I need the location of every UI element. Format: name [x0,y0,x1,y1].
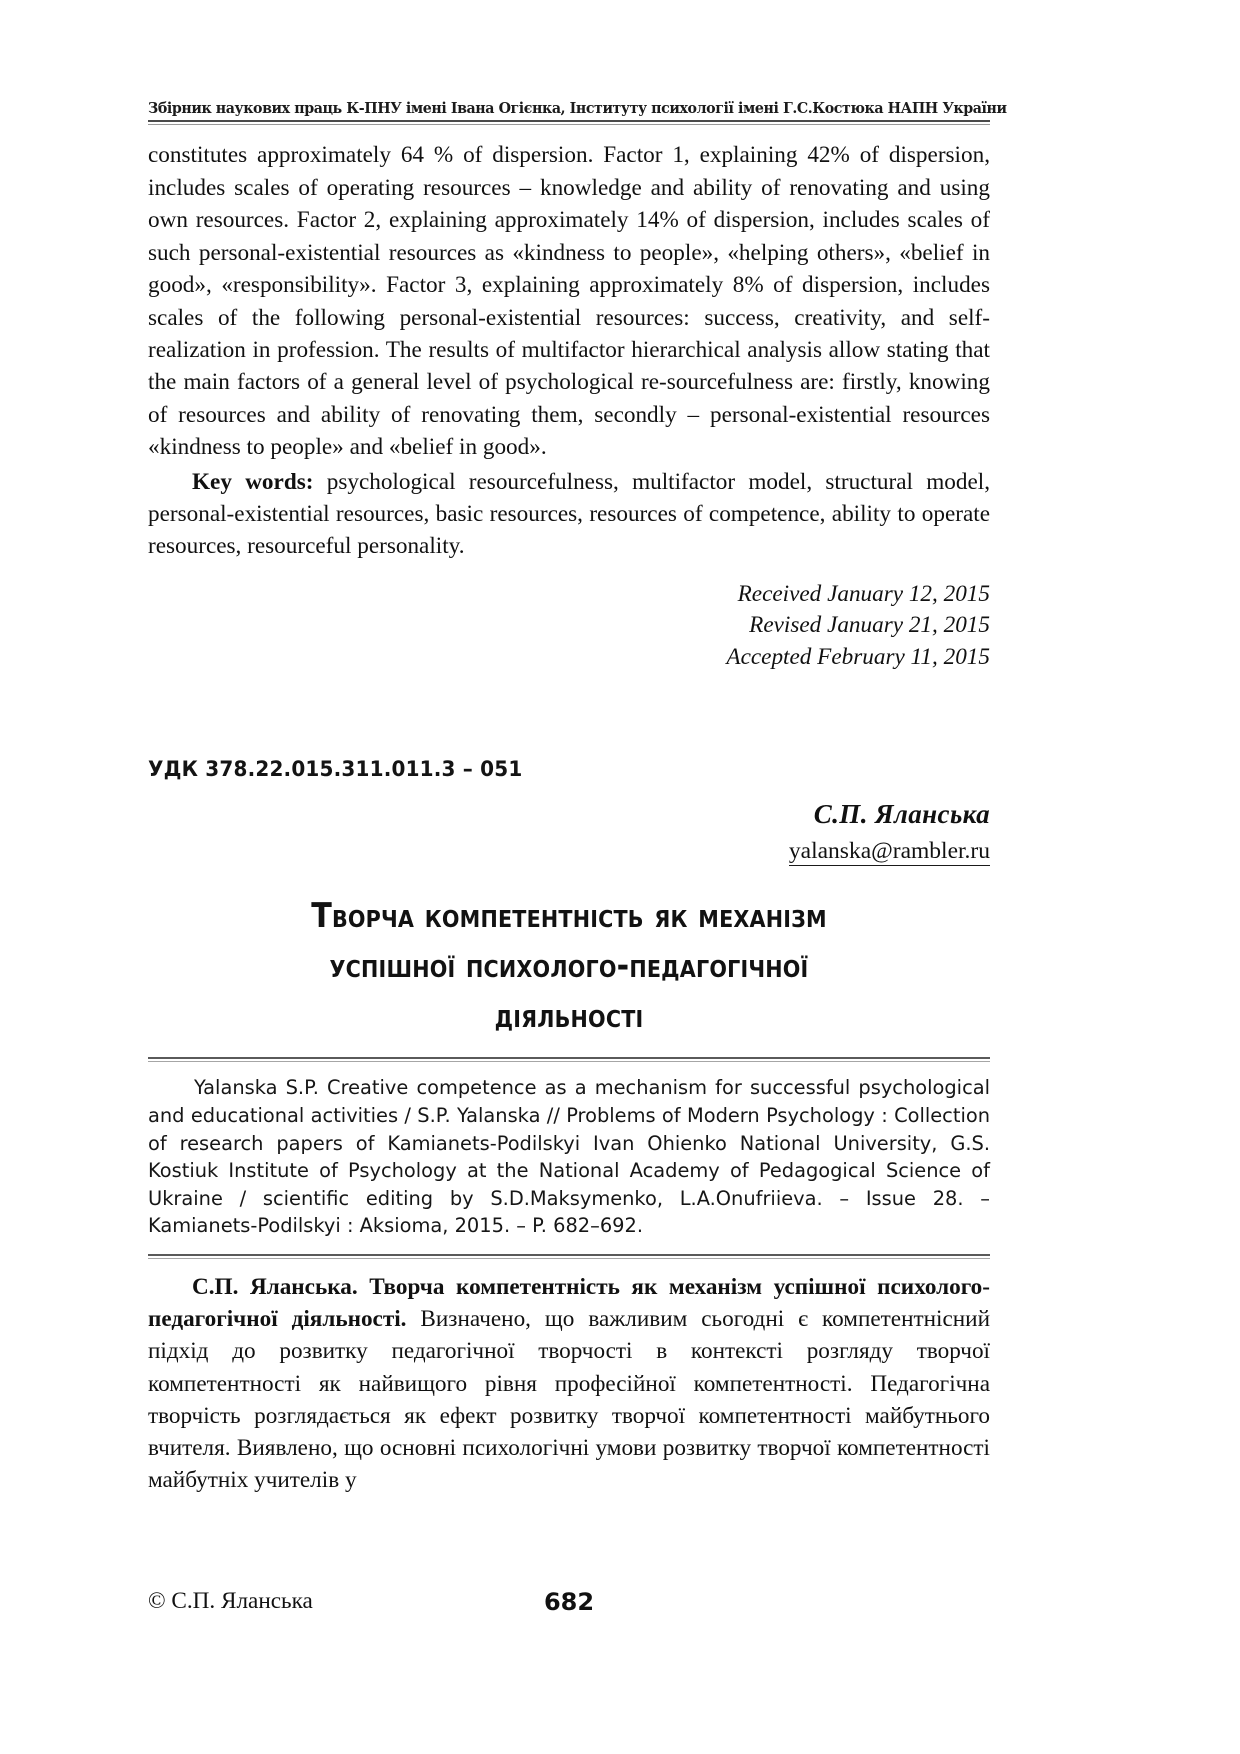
bibliographic-reference [148,1074,990,1240]
keywords-paragraph [148,466,990,563]
running-head: Збірник наукових праць К-ПНУ імені Івана Огієнка, Інституту психології імені Г.С.Костюка НАПН України [148,99,1007,117]
footer-page-number: 682 [543,1588,595,1616]
ukrainian-abstract-body: Визначено, що важливим сьогодні є компетентнісний підхід до розвитку педагогічної творчості в контексті розгляду творчої компетентності як найвищого рівня професійної компетентності. Педагогічна творчість розглядається як ефект розвитку творчої компетентності майбутнього вчителя. Виявлено, що основні психологічні умови розвитку творчої компетентності майбутніх учителів у [148,1306,990,1494]
bibliographic-rule [148,1254,990,1259]
footer-copyright: © С.П. Яланська [148,1588,313,1614]
keywords-label: Key words: [192,468,314,495]
english-abstract [148,139,990,562]
english-abstract-body: constitutes approximately 64 % of dispersion. Factor 1, explaining 42% of dispersion, includes scales of operating resources – knowledge and ability of renovating and using own resources. Factor 2, explaining approximately 14% of dispersion, includes scales of such personal-existential resources as «kindness to people», «helping others», «belief in good», «responsibility». Factor 3, explaining approximately 8% of dispersion, includes scales of the following personal-existential resources: success, creativity, and self-realization in profession. The results of multifactor hierarchical analysis allow stating that the main factors of a general level of psychological re-sourcefulness are: firstly, knowing of resources and ability of renovating them, secondly – personal-existential resources «kindness to people» and «belief in good». [148,142,990,461]
udk-code: УДК 378.22.015.311.011.3 – 051 [148,757,523,783]
author-email-text[interactable]: yalanska@rambler.ru [788,837,990,864]
date-received: Received January 12, 2015 [737,580,990,607]
ukrainian-abstract-paragraph [148,1271,990,1496]
page-footer [148,1588,990,1618]
ukrainian-abstract-lead: С.П. Яланська. Творча компетентність як механізм успішної психолого-педагогічної діяльності. [148,1273,990,1333]
date-accepted: Accepted February 11, 2015 [726,643,990,670]
bibliographic-reference-text: Yalanska S.P. Creative competence as a mechanism for successful psychological and educational activities / S.P. Yalanska // Problems of Modern Psychology : Collection of research papers of Kamianets-Podilskyi Ivan Ohienko National University, G.S. Kostiuk Institute of Psychology at the National Academy of Pedagogical Science of Ukraine / scientific editing by S.D.Maksymenko, L.A.Onufriieva. – Issue 28. – Kamianets-Podilskyi : Aksioma, 2015. – P. 682–692. [148,1076,990,1238]
article-title-line-2: успішної психолого-педагогічної [329,946,809,986]
article-title [190,891,948,1041]
keywords-text: psychological resourcefulness, multifactor model, structural model, personal-existential resources, basic resources, resources of competence, ability to operate resources, resourceful personality. [148,468,990,560]
author-name: С.П. Яланська [813,799,990,830]
page-content [148,99,1007,1496]
submission-dates [148,579,990,674]
date-revised: Revised January 21, 2015 [749,612,990,639]
ukrainian-abstract [148,1271,990,1496]
article-title-line-3: діяльності [494,996,644,1036]
running-head-rule [148,120,990,125]
author-email [148,836,990,868]
title-rule [148,1057,990,1062]
article-title-line-1: Творча компетентність як механізм [311,896,827,936]
